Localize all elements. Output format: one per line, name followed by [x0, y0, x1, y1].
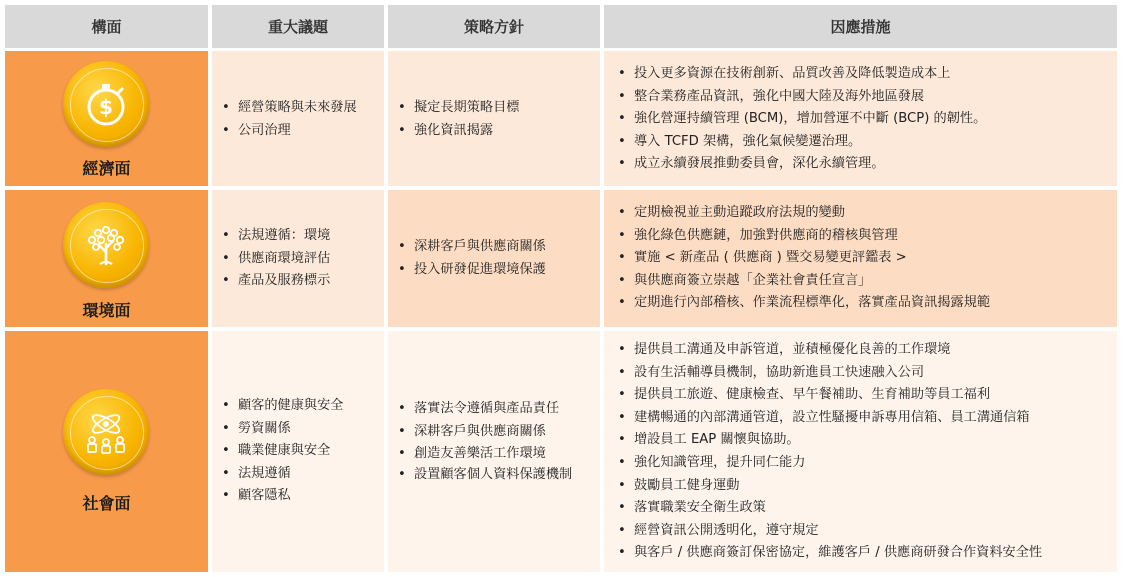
list-item: • 顧客的健康與安全 — [218, 395, 344, 418]
social-medal — [63, 389, 149, 475]
header-measures: 因應措施 — [604, 5, 1117, 48]
list-item: • 公司治理 — [218, 120, 357, 143]
list-item: • 設有生活輔導員機制，協助新進員工快速融入公司 — [614, 362, 1042, 385]
list-item: • 法規遵循：環境 — [218, 225, 330, 248]
list-item: • 強化綠色供應鏈，加強對供應商的稽核與管理 — [614, 225, 990, 248]
issues-cell-economic — [212, 51, 384, 186]
list-item: • 職業健康與安全 — [218, 440, 344, 463]
list-item: • 強化知識管理，提升同仁能力 — [614, 452, 1042, 475]
list-item: • 法規遵循 — [218, 463, 344, 486]
list-item: • 導入 TCFD 架構，強化氣候變遷治理。 — [614, 131, 986, 154]
issues-cell-social — [212, 331, 384, 572]
list-item: • 定期檢視並主動追蹤政府法規的變動 — [614, 202, 990, 225]
list-item: • 顧客隱私 — [218, 485, 344, 508]
list-item: • 深耕客戶與供應商關係 — [394, 421, 594, 444]
list-item: • 提供員工旅遊、健康檢查、早午餐補助、生育補助等員工福利 — [614, 384, 1042, 407]
list-item: • 整合業務產品資訊，強化中國大陸及海外地區發展 — [614, 86, 986, 109]
strategies-cell-environment — [388, 190, 600, 327]
list-item: • 供應商環境評估 — [218, 248, 330, 271]
list-item: • 設置顧客個人資料保護機制 — [394, 466, 594, 484]
list-item: • 與供應商簽立崇越「企業社會責任宣言」 — [614, 270, 990, 293]
list-item: • 強化營運持續管理 (BCM)，增加營運不中斷 (BCP) 的韌性。 — [614, 108, 986, 131]
list-item: • 投入更多資源在技術創新、品質改善及降低製造成本上 — [614, 63, 986, 86]
list-item: • 鼓勵員工健身運動 — [614, 475, 1042, 498]
dimension-economic — [5, 51, 208, 186]
dimension-label: 社會面 — [82, 494, 131, 513]
measures-cell-economic — [604, 51, 1117, 186]
list-item: • 投入研發促進環境保護 — [394, 259, 546, 282]
dimension-label: 經濟面 — [82, 159, 131, 178]
list-item: • 成立永續發展推動委員會，深化永續管理。 — [614, 153, 986, 176]
dimension-label: 環境面 — [82, 301, 131, 320]
svg-text:$: $ — [99, 95, 113, 119]
measures-cell-environment — [604, 190, 1117, 327]
issues-cell-environment — [212, 190, 384, 327]
list-item: • 擬定長期策略目標 — [394, 97, 520, 120]
list-item: • 經營策略與未來發展 — [218, 97, 357, 120]
header-strategies: 策略方針 — [388, 5, 600, 48]
list-item: • 產品及服務標示 — [218, 270, 330, 293]
strategies-cell-social — [388, 331, 600, 572]
money-stopwatch-icon — [81, 79, 131, 129]
dimension-environment — [5, 190, 208, 327]
list-item: • 創造友善樂活工作環境 — [394, 443, 594, 466]
environment-medal — [63, 202, 149, 288]
list-item: • 定期進行內部稽核、作業流程標準化，落實產品資訊揭露規範 — [614, 292, 990, 315]
list-item: • 落實職業安全衛生政策 — [614, 497, 1042, 520]
list-item: • 增設員工 EAP 關懷與協助。 — [614, 429, 1042, 452]
measures-cell-social — [604, 331, 1117, 572]
strategies-cell-economic — [388, 51, 600, 186]
list-item: • 與客戶 / 供應商簽訂保密協定，維護客戶 / 供應商研發合作資料安全性 — [614, 542, 1042, 565]
list-item: • 勞資關係 — [218, 418, 344, 441]
list-item: • 落實法令遵循與產品責任 — [394, 398, 594, 421]
dimension-social — [5, 331, 208, 572]
list-item: • 深耕客戶與供應商關係 — [394, 236, 546, 259]
list-item: • 強化資訊揭露 — [394, 120, 520, 143]
list-item: • 經營資訊公開透明化，遵守規定 — [614, 520, 1042, 543]
header-dimension: 構面 — [5, 5, 208, 48]
economic-medal — [63, 61, 149, 147]
list-item: • 實施 < 新產品 ( 供應商 ) 暨交易變更評鑑表 > — [614, 247, 990, 270]
tree-icon — [81, 220, 131, 270]
list-item: • 建構暢通的內部溝通管道，設立性騷擾申訴專用信箱、員工溝通信箱 — [614, 407, 1042, 430]
list-item: • 提供員工溝通及申訴管道，並積極優化良善的工作環境 — [614, 339, 1042, 362]
people-network-icon — [81, 407, 131, 457]
header-issues: 重大議題 — [212, 5, 384, 48]
